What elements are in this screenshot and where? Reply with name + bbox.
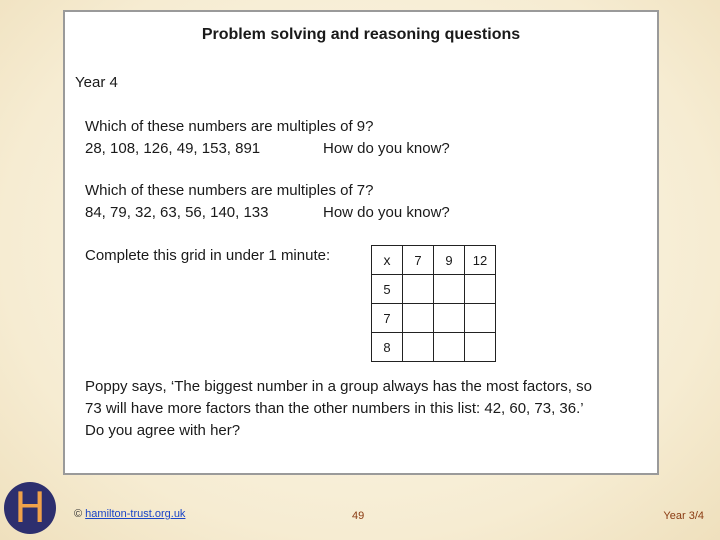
q2-numbers: 84, 79, 32, 63, 56, 140, 133 — [85, 204, 269, 221]
question-multiples-of-7 — [85, 180, 450, 224]
grid-col-header: 9 — [434, 246, 465, 275]
page-title: Problem solving and reasoning questions — [201, 26, 521, 43]
footer-copyright — [74, 508, 185, 520]
grid-row-header: 7 — [372, 304, 403, 333]
multiplication-grid — [371, 245, 496, 362]
grid-answer-cell[interactable] — [465, 304, 496, 333]
grid-answer-cell[interactable] — [465, 333, 496, 362]
poppy-line-1: Poppy says, ‘The biggest number in a group always has the most factors, so — [85, 378, 592, 395]
q2-prompt: How do you know? — [323, 204, 450, 221]
grid-row-header: 8 — [372, 333, 403, 362]
question-multiples-of-9 — [85, 116, 450, 160]
grid-answer-cell[interactable] — [403, 333, 434, 362]
poppy-question — [85, 376, 645, 442]
poppy-line-2: 73 will have more factors than the other numbers in this list: 42, 60, 73, 36.’ — [85, 400, 584, 417]
q2-question: Which of these numbers are multiples of 7? — [85, 182, 374, 199]
q1-numbers: 28, 108, 126, 49, 153, 891 — [85, 140, 261, 157]
grid-instruction: Complete this grid in under 1 minute: — [85, 247, 331, 264]
poppy-line-3: Do you agree with her? — [85, 422, 241, 439]
hamilton-trust-link[interactable]: hamilton-trust.org.uk — [85, 508, 186, 520]
logo-letter: H — [14, 483, 46, 532]
grid-answer-cell[interactable] — [403, 304, 434, 333]
grid-row-header: 5 — [372, 275, 403, 304]
hamilton-logo-icon — [4, 482, 56, 534]
grid-col-header: 12 — [465, 246, 496, 275]
year-range-label: Year 3/4 — [663, 510, 704, 522]
year-label: Year 4 — [75, 74, 118, 91]
grid-answer-cell[interactable] — [403, 275, 434, 304]
copyright-symbol: © — [74, 508, 86, 520]
grid-answer-cell[interactable] — [465, 275, 496, 304]
grid-col-header: 7 — [403, 246, 434, 275]
q1-prompt: How do you know? — [323, 140, 450, 157]
grid-answer-cell[interactable] — [434, 333, 465, 362]
worksheet-card — [63, 10, 659, 475]
grid-answer-cell[interactable] — [434, 304, 465, 333]
grid-answer-cell[interactable] — [434, 275, 465, 304]
page-number: 49 — [352, 510, 365, 522]
q1-question: Which of these numbers are multiples of 9? — [85, 118, 374, 135]
grid-corner: x — [372, 246, 403, 275]
